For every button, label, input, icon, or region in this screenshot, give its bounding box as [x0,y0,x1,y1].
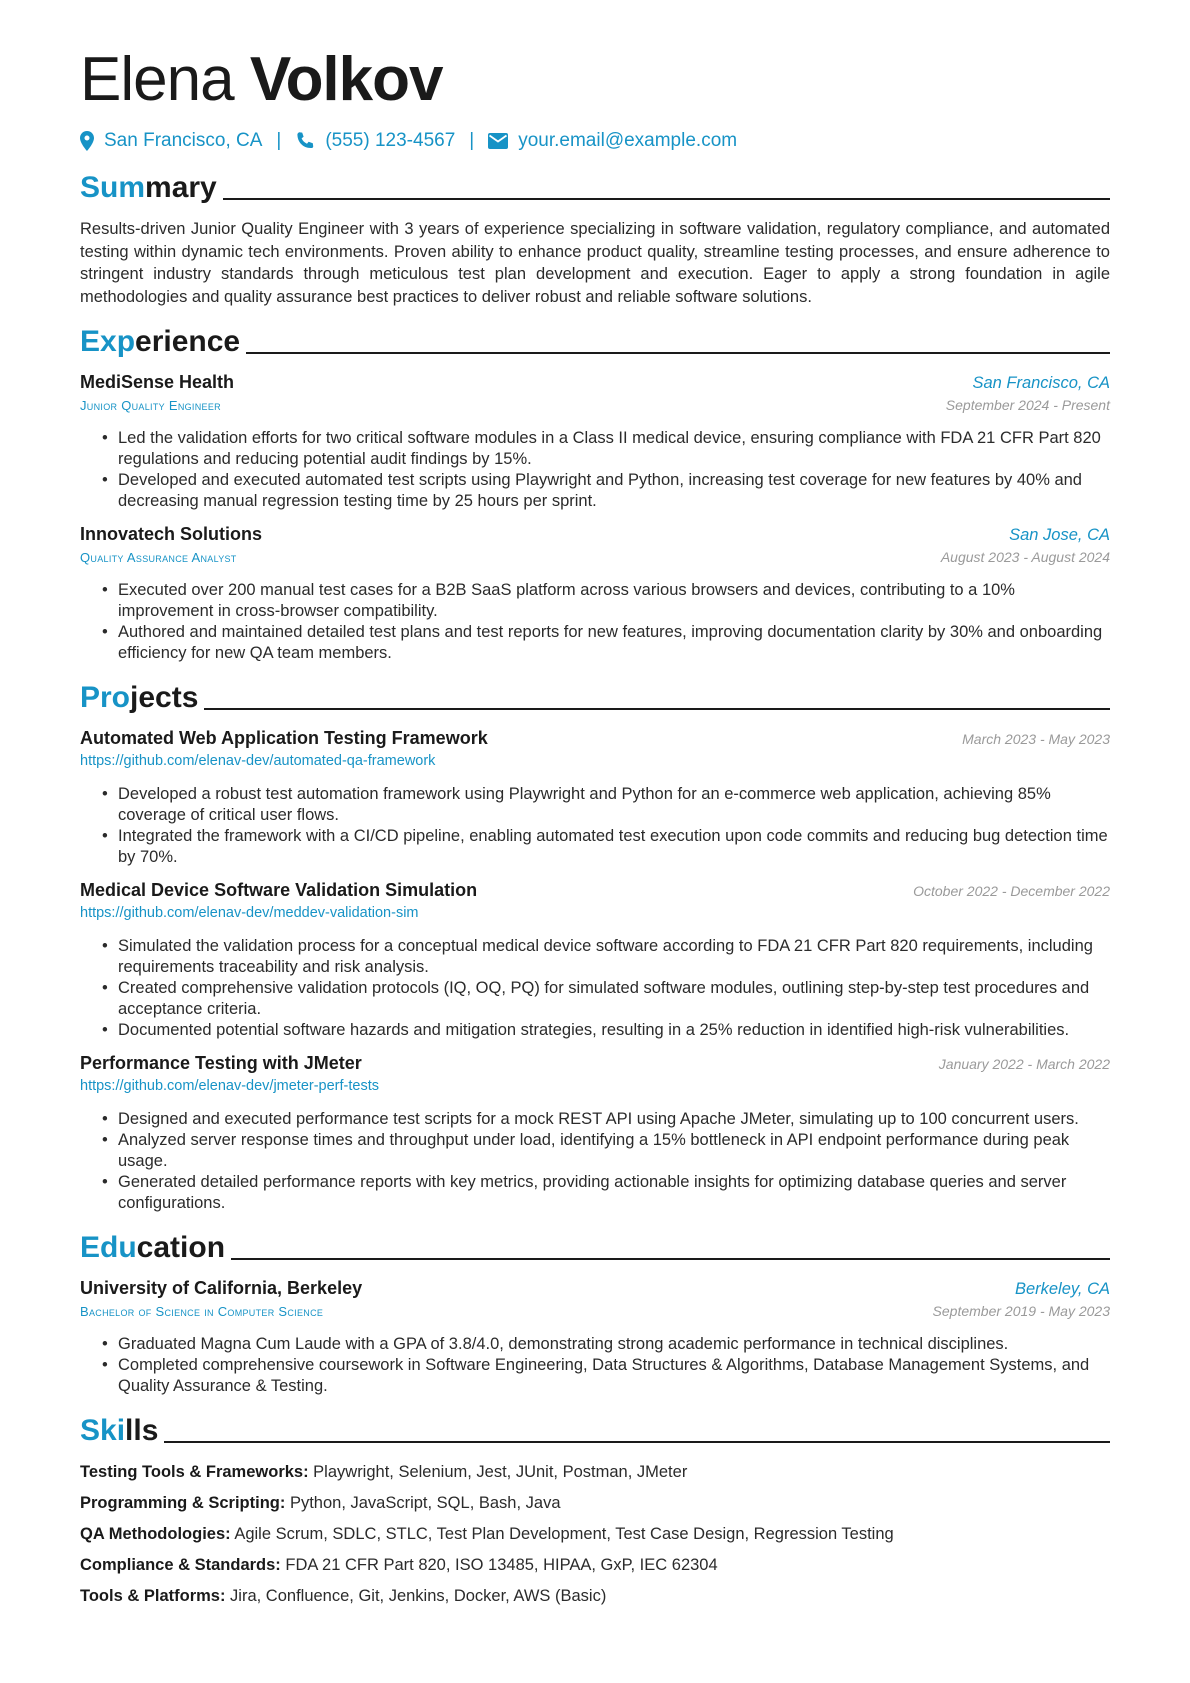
section-header [80,678,1110,716]
bullet-item: • Executed over 200 manual test cases for a B2B SaaS platform across various browsers and devices, contributing to a 10% improvement in cross-browser compatibility. [102,580,1110,622]
bullet-item: • Designed and executed performance test scripts for a mock REST API using Apache JMeter, simulating up to 100 concurrent users. [102,1109,1110,1130]
candidate-name [80,44,1110,116]
bullet-item: • Documented potential software hazards and mitigation strategies, resulting in a 25% reduction in identified high-risk vulnerabilities. [102,1020,1110,1041]
job-location: San Francisco, CA [972,374,1110,392]
location-text: San Francisco, CA [104,130,263,151]
project-entry [80,878,1110,1041]
skill-row [80,1461,1110,1483]
project-entry [80,1051,1110,1214]
section-header [80,168,1110,206]
section-rule [231,1258,1110,1260]
project-entry [80,726,1110,868]
bullet-item: • Developed a robust test automation framework using Playwright and Python for an e-commerce web application, achieving 85% coverage of critical user flows. [102,784,1110,826]
contact-separator: | [276,130,282,151]
bullet-item: • Led the validation efforts for two critical software modules in a Class II medical device, ensuring compliance with FDA 21 CFR Part 820 regulations and reducing potential audit findings by 15%. [102,428,1110,470]
skill-value: Jira, Confluence, Git, Jenkins, Docker, AWS (Basic) [225,1587,607,1605]
section-header [80,1228,1110,1266]
skills-list [80,1461,1110,1607]
skill-label: Tools & Platforms: [80,1587,226,1605]
skill-label: Programming & Scripting: [80,1494,286,1512]
skills-section [80,1411,1110,1607]
education-dates: September 2019 - May 2023 [932,1303,1110,1319]
section-rule [223,198,1110,200]
skill-label: Testing Tools & Frameworks: [80,1463,309,1481]
contact-bar [80,128,1110,154]
experience-section [80,322,1110,664]
bullet-item: • Simulated the validation process for a conceptual medical device software according to FDA 21 CFR Part 820 requirements, including requirements traceability and risk analysis. [102,936,1110,978]
section-rule [204,708,1110,710]
bullet-item: • Developed and executed automated test scripts using Playwright and Python, increasing test coverage for new features by 40% and decreasing manual regression testing time by 25 hours per sprint. [102,470,1110,512]
bullet-item: • Integrated the framework with a CI/CD pipeline, enabling automated test execution upon code commits and reducing bug detection time by 70%. [102,826,1110,868]
contact-phone[interactable] [295,130,455,152]
job-location: San Jose, CA [1009,526,1110,544]
project-dates: January 2022 - March 2022 [938,1056,1110,1072]
summary-text: Results-driven Junior Quality Engineer with 3 years of experience specializing in software validation, regulatory compliance, and automated testing within dynamic tech environments. Proven ability to enhance product quality, streamline testing processes, and ensure adherence to stringent industry standards through meticulous test plan development and execution. Eager to apply a strong foundation in agile methodologies and quality assurance best practices to deliver robust and reliable software solutions. [80,220,1110,306]
phone-text: (555) 123-4567 [325,130,456,151]
bullet-list [80,1109,1110,1214]
section-header [80,1411,1110,1449]
bullet-list [80,936,1110,1041]
bullet-item: • Analyzed server response times and throughput under load, identifying a 15% bottleneck in API endpoint performance during peak usage. [102,1130,1110,1172]
skill-value: FDA 21 CFR Part 820, ISO 13485, HIPAA, GxP, IEC 62304 [280,1556,718,1574]
project-link[interactable]: https://github.com/elenav-dev/meddev-validation-sim [80,905,419,921]
envelope-icon [488,133,508,149]
skill-row [80,1554,1110,1576]
project-name: Medical Device Software Validation Simulation [80,880,478,900]
project-link[interactable]: https://github.com/elenav-dev/automated-qa-framework [80,753,436,769]
project-name: Performance Testing with JMeter [80,1053,362,1073]
bullet-list [80,784,1110,868]
education-entry [80,1276,1110,1397]
skill-row [80,1523,1110,1545]
skill-row [80,1492,1110,1514]
project-name: Automated Web Application Testing Framework [80,728,488,748]
education-section [80,1228,1110,1397]
map-pin-icon [80,131,94,151]
email-text: your.email@example.com [518,130,738,151]
bullet-list [80,1334,1110,1397]
job-title: Junior Quality Engineer [80,398,221,413]
first-name: Elena [80,45,234,114]
skill-label: Compliance & Standards: [80,1556,281,1574]
bullet-item: • Created comprehensive validation protocols (IQ, OQ, PQ) for simulated software modules, outlining step-by-step test procedures and acceptance criteria. [102,978,1110,1020]
job-dates: September 2024 - Present [945,397,1110,413]
job-dates: August 2023 - August 2024 [940,549,1110,565]
skill-value: Python, JavaScript, SQL, Bash, Java [285,1494,561,1512]
job-title: Quality Assurance Analyst [80,550,237,565]
section-rule [164,1441,1110,1443]
school-name: University of California, Berkeley [80,1278,363,1298]
skill-value: Playwright, Selenium, Jest, JUnit, Postman, JMeter [308,1463,688,1481]
bullet-item: • Graduated Magna Cum Laude with a GPA of 3.8/4.0, demonstrating strong academic performance in technical disciplines. [102,1334,1110,1355]
project-dates: March 2023 - May 2023 [962,731,1110,747]
skill-row [80,1585,1110,1607]
last-name: Volkov [249,45,443,114]
section-rule [246,352,1110,354]
section-title: Projects [80,681,199,714]
bullet-item: • Generated detailed performance reports with key metrics, providing actionable insights for optimizing database queries and server configurations. [102,1172,1110,1214]
skill-value: Agile Scrum, SDLC, STLC, Test Plan Development, Test Case Design, Regression Testing [230,1525,894,1543]
skill-label: QA Methodologies: [80,1525,231,1543]
section-title: Skills [80,1414,159,1447]
section-title: Education [80,1231,226,1264]
bullet-list [80,428,1110,512]
company-name: Innovatech Solutions [80,524,263,544]
company-name: MediSense Health [80,372,235,392]
section-header [80,322,1110,360]
project-link[interactable]: https://github.com/elenav-dev/jmeter-perf-tests [80,1078,379,1094]
degree: Bachelor of Science in Computer Science [80,1304,324,1319]
bullet-item: • Completed comprehensive coursework in Software Engineering, Data Structures & Algorithms, Database Management Systems, and Quality Assurance & Testing. [102,1355,1110,1397]
bullet-list [80,580,1110,664]
contact-email[interactable] [488,130,737,152]
section-title: Summary [80,171,217,204]
experience-entry [80,522,1110,664]
phone-icon [295,131,315,151]
summary-section [80,168,1110,308]
project-dates: October 2022 - December 2022 [913,883,1110,899]
bullet-item: • Authored and maintained detailed test plans and test reports for new features, improving documentation clarity by 30% and onboarding efficiency for new QA team members. [102,622,1110,664]
contact-separator: | [469,130,475,151]
experience-entry [80,370,1110,512]
projects-section [80,678,1110,1214]
section-title: Experience [80,325,241,358]
school-location: Berkeley, CA [1014,1280,1110,1298]
contact-location [80,130,262,152]
